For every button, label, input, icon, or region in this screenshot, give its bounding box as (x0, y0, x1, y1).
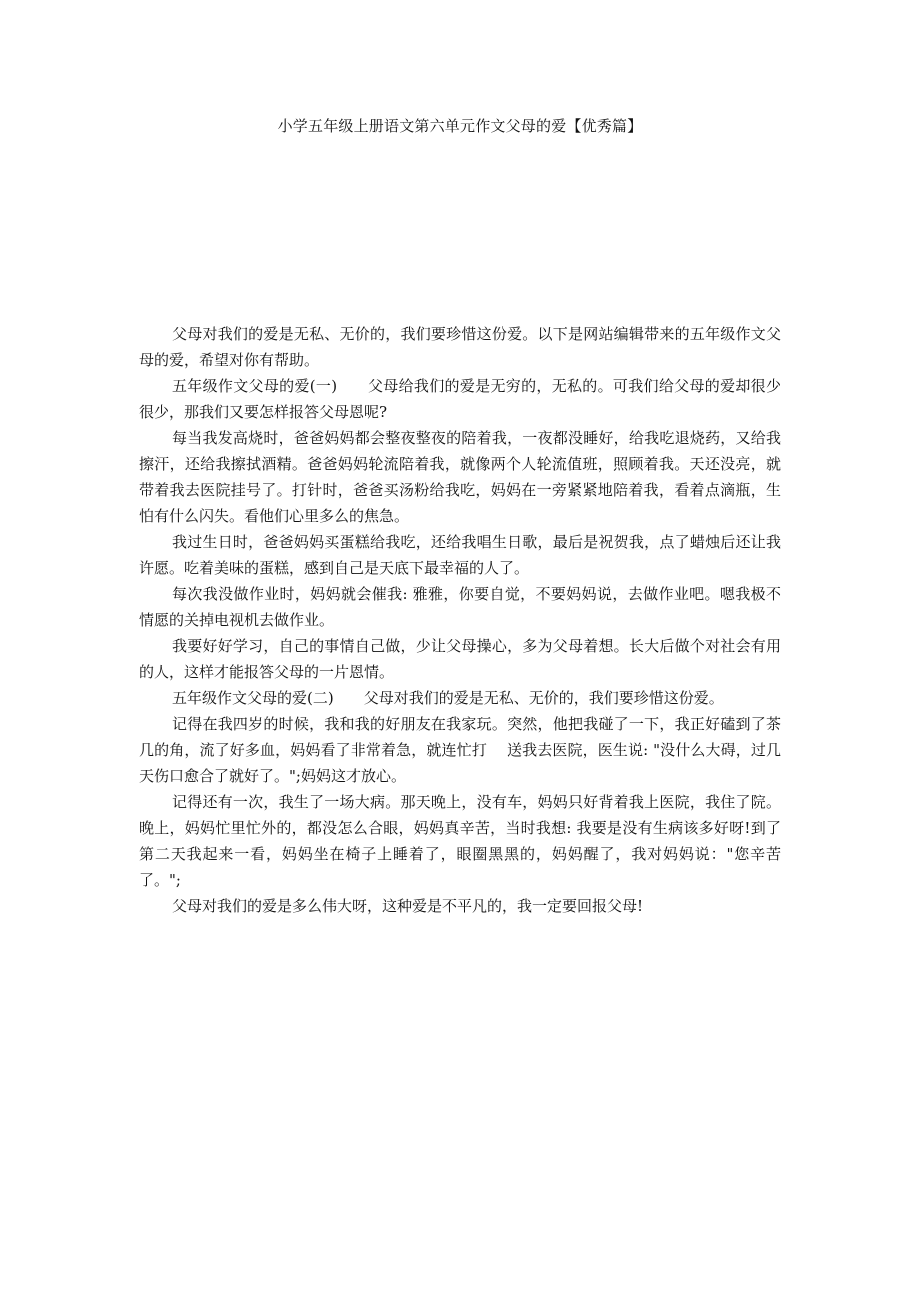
document-body (139, 321, 781, 919)
paragraph: 我过生日时，爸爸妈妈买蛋糕给我吃，还给我唱生日歌，最后是祝贺我，点了蜡烛后还让我许愿。吃着美味的蛋糕，感到自己是天底下最幸福的人了。 (139, 533, 781, 577)
paragraph: 每当我发高烧时，爸爸妈妈都会整夜整夜的陪着我，一夜都没睡好，给我吃退烧药，又给我擦汗，还给我擦拭酒精。爸爸妈妈轮流陪着我，就像两个人轮流值班，照顾着我。天还没亮，就带着我去医院挂号了。打针时，爸爸买汤粉给我吃，妈妈在一旁紧紧地陪着我，看着点滴瓶，生怕有什么闪失。看他们心里多么的焦急。 (139, 429, 781, 525)
paragraph-conclusion: 父母对我们的爱是多么伟大呀，这种爱是不平凡的，我一定要回报父母! (172, 897, 644, 915)
paragraph: 我要好好学习，自己的事情自己做，少让父母操心，多为父母着想。长大后做个对社会有用的人，这样才能报答父母的一片恩情。 (139, 637, 781, 681)
paragraph-intro: 父母对我们的爱是无私、无价的，我们要珍惜这份爱。以下是网站编辑带来的五年级作文父母的爱，希望对你有帮助。 (139, 325, 781, 369)
document-title: 小学五年级上册语文第六单元作文父母的爱【优秀篇】 (277, 117, 643, 135)
paragraph-essay-two-heading: 五年级作文父母的爱(二) 父母对我们的爱是无私、无价的，我们要珍惜这份爱。 (172, 689, 724, 707)
paragraph: 记得在我四岁的时候，我和我的好朋友在我家玩。突然，他把我碰了一下，我正好磕到了茶几的角，流了好多血，妈妈看了非常着急，就连忙打 送我去医院，医生说: "没什么大碍，过几天伤口愈合了就好了。";妈妈这才放心。 (139, 715, 781, 785)
paragraph-essay-one-heading: 五年级作文父母的爱(一) 父母给我们的爱是无穷的，无私的。可我们给父母的爱却很少很少，那我们又要怎样报答父母恩呢? (139, 377, 781, 421)
paragraph: 记得还有一次，我生了一场大病。那天晚上，没有车，妈妈只好背着我上医院，我住了院。晚上，妈妈忙里忙外的，都没怎么合眼，妈妈真辛苦，当时我想: 我要是没有生病该多好呀!到了第二天我起来一看，妈妈坐在椅子上睡着了，眼圈黑黑的，妈妈醒了，我对妈妈说："您辛苦了。"; (139, 793, 781, 889)
paragraph: 每次我没做作业时，妈妈就会催我: 雅雅，你要自觉，不要妈妈说，去做作业吧。嗯我极不情愿的关掉电视机去做作业。 (139, 585, 781, 629)
